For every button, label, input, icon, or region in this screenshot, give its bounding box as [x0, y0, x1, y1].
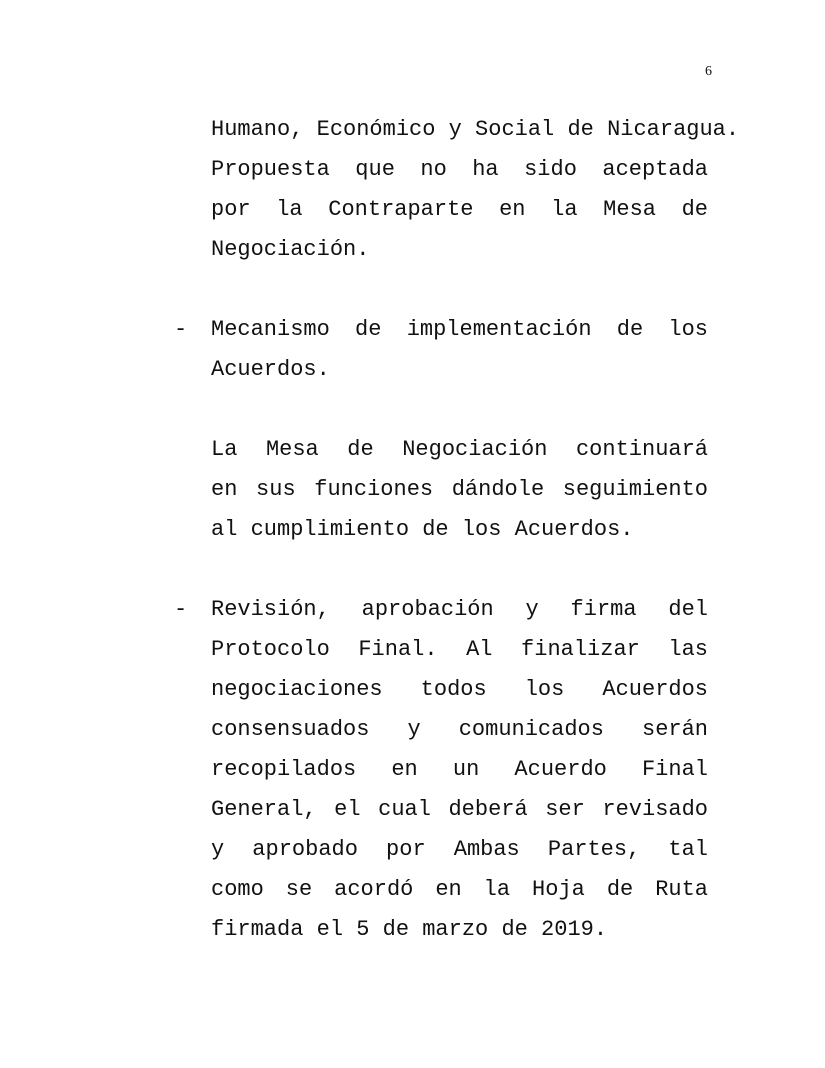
paragraph-line: Acuerdos. — [211, 357, 330, 382]
paragraph-line: consensuados y comunicados serán — [211, 717, 708, 742]
paragraph-line: firmada el 5 de marzo de 2019. — [211, 917, 608, 942]
paragraph-line: como se acordó en la Hoja de Ruta — [211, 877, 708, 902]
paragraph-line: recopilados en un Acuerdo Final — [211, 757, 708, 782]
paragraph-line: La Mesa de Negociación continuará — [211, 437, 708, 462]
paragraph-line: Revisión, aprobación y firma del — [211, 597, 708, 622]
paragraph-line: Protocolo Final. Al finalizar las — [211, 637, 708, 662]
page-number: 6 — [705, 64, 712, 79]
bullet-dash: - — [174, 597, 188, 622]
paragraph-line: General, el cual deberá ser revisado — [211, 797, 708, 822]
paragraph-line: negociaciones todos los Acuerdos — [211, 677, 708, 702]
paragraph-line: por la Contraparte en la Mesa de — [211, 197, 708, 222]
paragraph-line: Negociación. — [211, 237, 370, 262]
paragraph-line: Mecanismo de implementación de los — [211, 317, 708, 342]
paragraph-line: Propuesta que no ha sido aceptada — [211, 157, 708, 182]
paragraph-line: Humano, Económico y Social de Nicaragua. — [211, 117, 740, 142]
bullet-dash: - — [174, 317, 188, 342]
paragraph-line: al cumplimiento de los Acuerdos. — [211, 517, 634, 542]
paragraph-line: y aprobado por Ambas Partes, tal — [211, 837, 708, 862]
paragraph-line: en sus funciones dándole seguimiento — [211, 477, 708, 502]
